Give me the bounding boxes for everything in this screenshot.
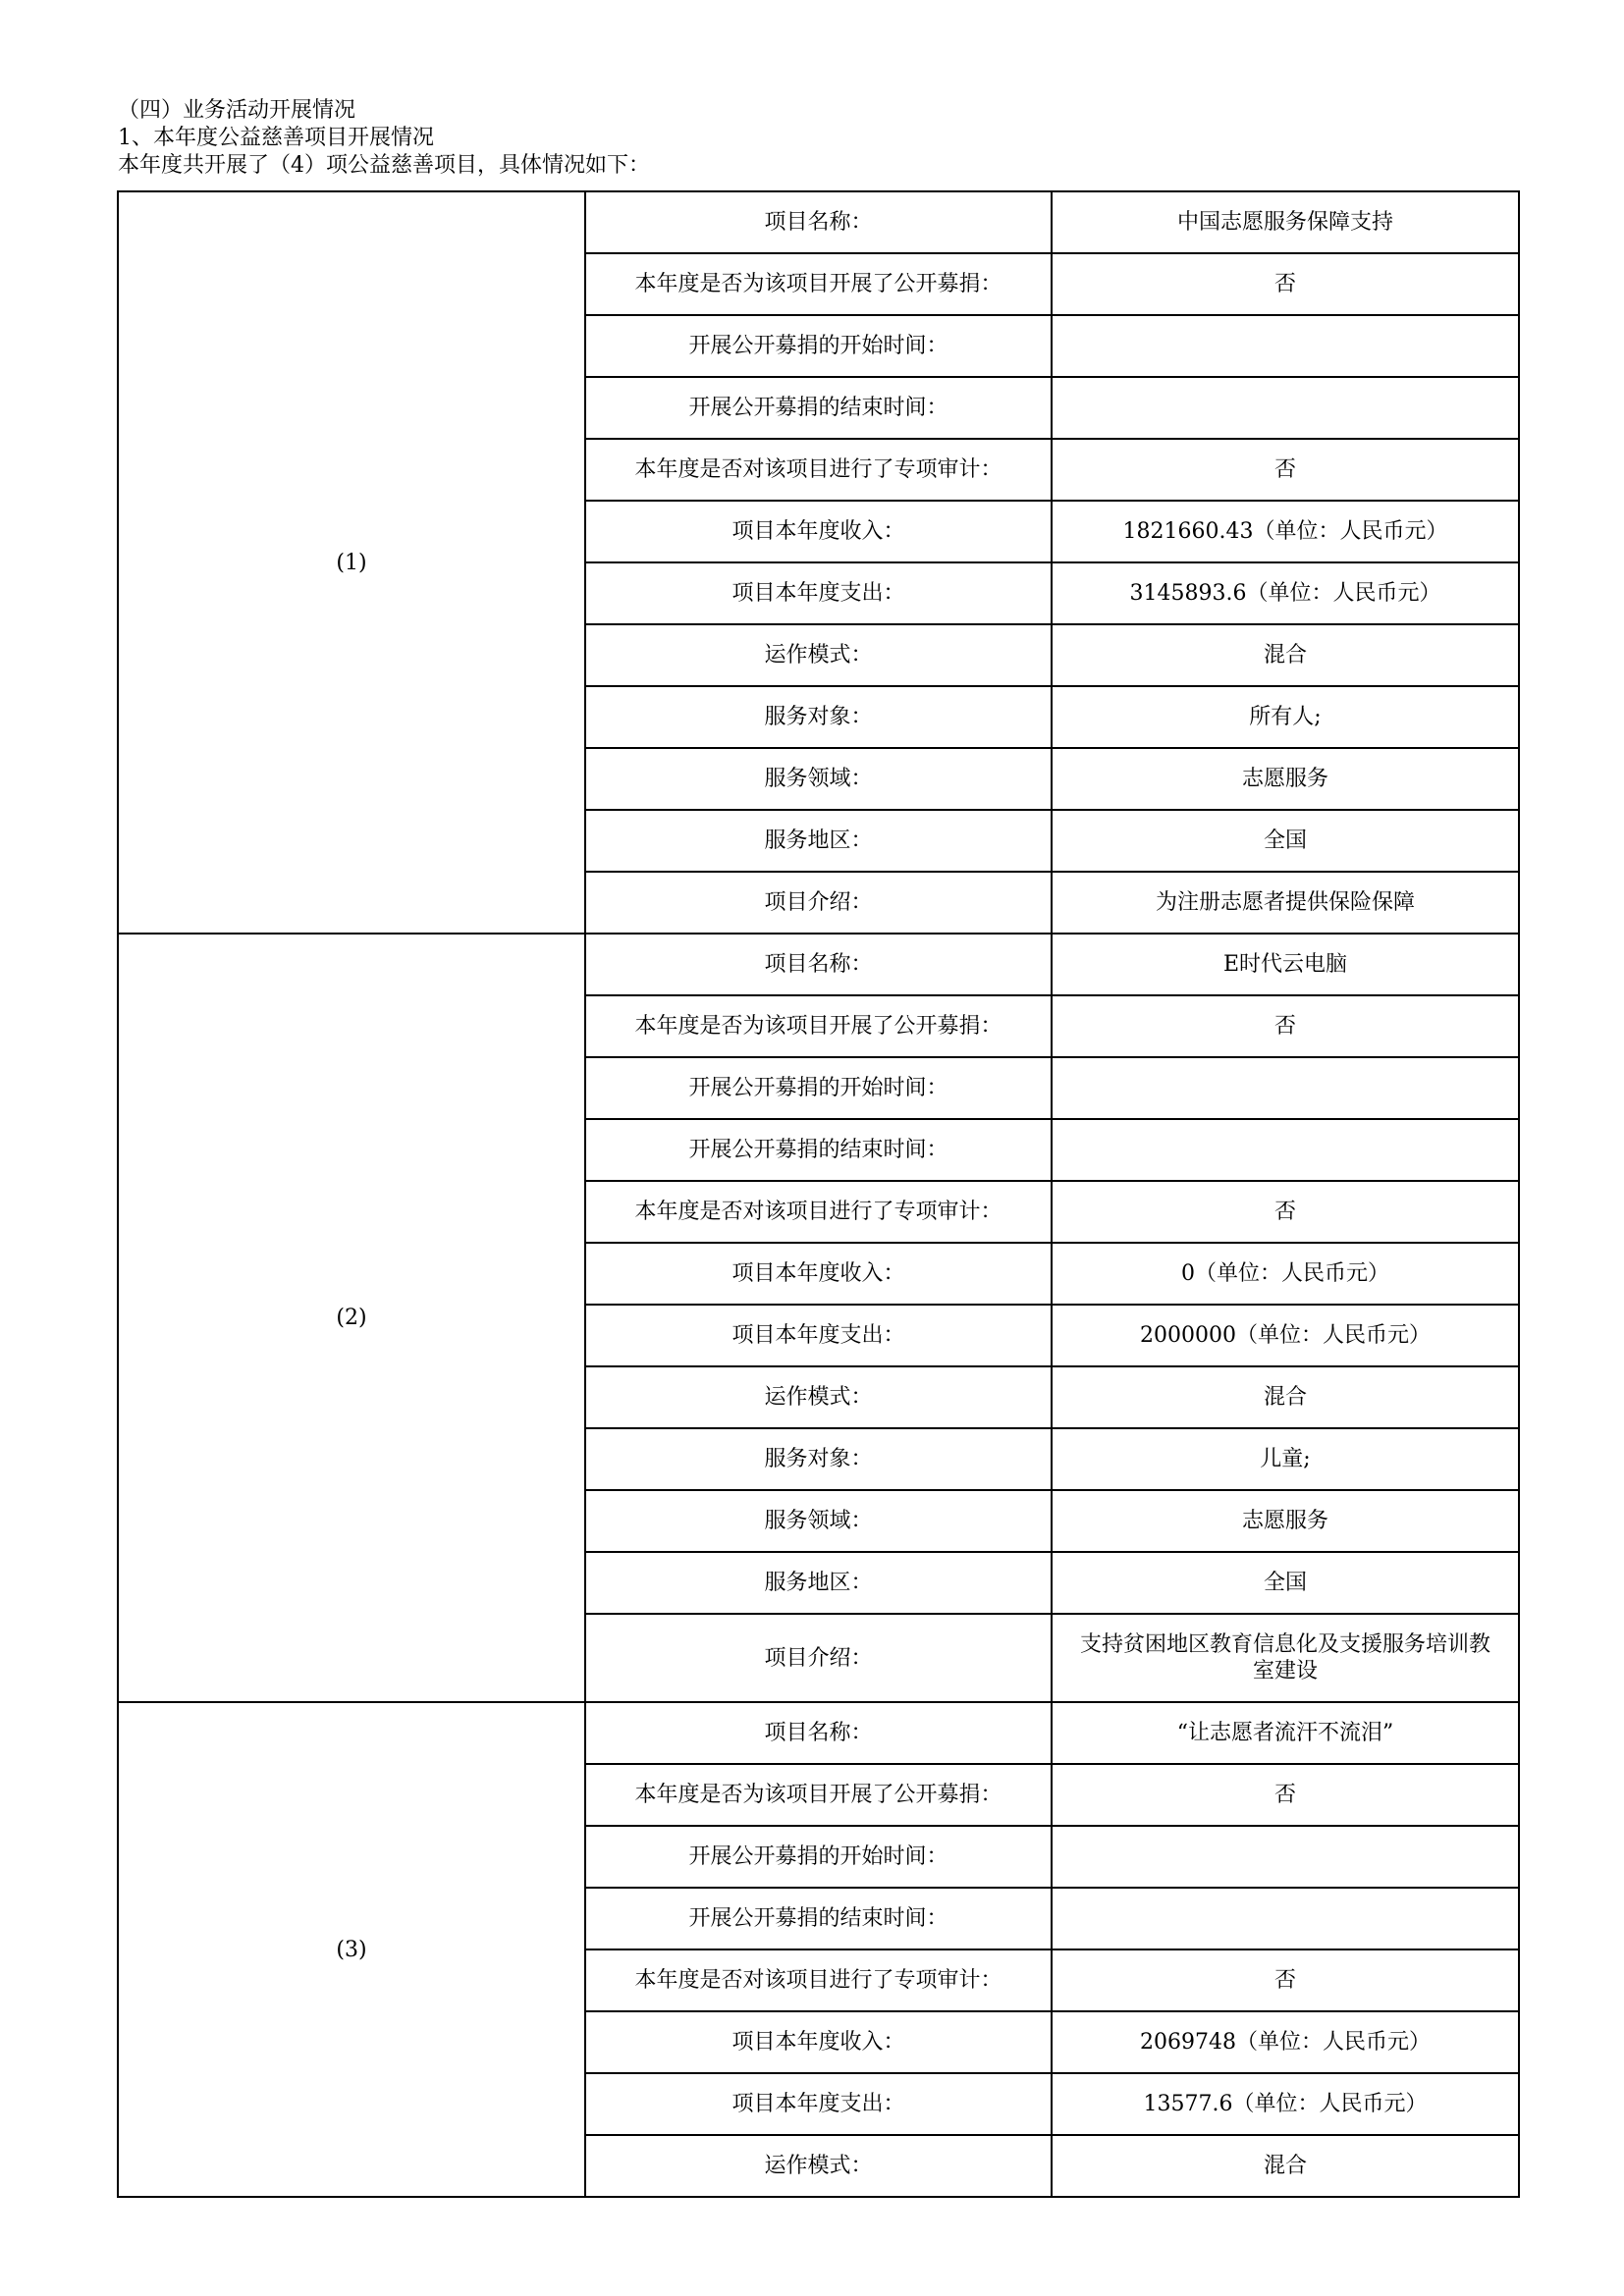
field-label: 项目介绍： (585, 1614, 1052, 1702)
field-label: 开展公开募捐的开始时间： (585, 315, 1052, 377)
field-label: 运作模式： (585, 2135, 1052, 2197)
field-label: 开展公开募捐的结束时间： (585, 377, 1052, 439)
field-value: E时代云电脑 (1052, 934, 1519, 995)
field-value (1052, 1119, 1519, 1181)
field-label: 项目本年度收入： (585, 501, 1052, 562)
field-value: 13577.6（单位：人民币元） (1052, 2073, 1519, 2135)
field-label: 服务对象： (585, 686, 1052, 748)
field-label: 项目本年度支出： (585, 562, 1052, 624)
field-value: 否 (1052, 1181, 1519, 1243)
field-value: 混合 (1052, 624, 1519, 686)
field-label: 本年度是否对该项目进行了专项审计： (585, 1949, 1052, 2011)
field-value: 否 (1052, 253, 1519, 315)
field-value (1052, 315, 1519, 377)
field-label: 本年度是否对该项目进行了专项审计： (585, 1181, 1052, 1243)
field-label: 运作模式： (585, 624, 1052, 686)
field-label: 本年度是否为该项目开展了公开募捐： (585, 1764, 1052, 1826)
field-value: 否 (1052, 995, 1519, 1057)
section-title: （四）业务活动开展情况 (118, 98, 356, 123)
field-label: 项目名称： (585, 1702, 1052, 1764)
field-value: 儿童; (1052, 1428, 1519, 1490)
field-value: 3145893.6（单位：人民币元） (1052, 562, 1519, 624)
field-label: 开展公开募捐的开始时间： (585, 1826, 1052, 1888)
field-label: 开展公开募捐的结束时间： (585, 1888, 1052, 1949)
field-label: 服务对象： (585, 1428, 1052, 1490)
field-value: 否 (1052, 1949, 1519, 2011)
field-value: 志愿服务 (1052, 1490, 1519, 1552)
field-value (1052, 1057, 1519, 1119)
field-label: 服务地区： (585, 810, 1052, 872)
field-label: 项目名称： (585, 934, 1052, 995)
field-label: 项目本年度支出： (585, 1305, 1052, 1366)
field-label: 项目名称： (585, 191, 1052, 253)
field-label: 项目本年度支出： (585, 2073, 1052, 2135)
field-value: 混合 (1052, 2135, 1519, 2197)
field-label: 开展公开募捐的开始时间： (585, 1057, 1052, 1119)
field-value: 否 (1052, 439, 1519, 501)
project-index: (3) (118, 1702, 585, 2197)
field-value: 2000000（单位：人民币元） (1052, 1305, 1519, 1366)
field-value (1052, 377, 1519, 439)
field-value: 否 (1052, 1764, 1519, 1826)
field-label: 本年度是否为该项目开展了公开募捐： (585, 253, 1052, 315)
field-value: 全国 (1052, 1552, 1519, 1614)
field-value (1052, 1888, 1519, 1949)
field-label: 项目介绍： (585, 872, 1052, 934)
projects-table-body (118, 191, 1519, 2197)
field-label: 项目本年度收入： (585, 1243, 1052, 1305)
field-label: 服务领域： (585, 748, 1052, 810)
project-index: (1) (118, 191, 585, 934)
field-value: 0（单位：人民币元） (1052, 1243, 1519, 1305)
field-label: 服务领域： (585, 1490, 1052, 1552)
field-label: 项目本年度收入： (585, 2011, 1052, 2073)
field-value: “让志愿者流汗不流泪” (1052, 1702, 1519, 1764)
project-row (118, 1702, 1519, 1764)
field-label: 开展公开募捐的结束时间： (585, 1119, 1052, 1181)
project-row (118, 191, 1519, 253)
field-value: 2069748（单位：人民币元） (1052, 2011, 1519, 2073)
field-value: 所有人; (1052, 686, 1519, 748)
field-label: 服务地区： (585, 1552, 1052, 1614)
project-row (118, 934, 1519, 995)
field-value: 混合 (1052, 1366, 1519, 1428)
field-label: 本年度是否对该项目进行了专项审计： (585, 439, 1052, 501)
field-value: 志愿服务 (1052, 748, 1519, 810)
field-value: 全国 (1052, 810, 1519, 872)
field-value (1052, 1826, 1519, 1888)
field-value: 1821660.43（单位：人民币元） (1052, 501, 1519, 562)
project-index: (2) (118, 934, 585, 1702)
intro-text: 本年度共开展了（4）项公益慈善项目，具体情况如下： (118, 153, 650, 178)
field-value: 中国志愿服务保障支持 (1052, 191, 1519, 253)
field-value: 为注册志愿者提供保险保障 (1052, 872, 1519, 934)
field-value: 支持贫困地区教育信息化及支援服务培训教室建设 (1052, 1614, 1519, 1702)
subsection-title: 1、本年度公益慈善项目开展情况 (118, 126, 434, 150)
field-label: 运作模式： (585, 1366, 1052, 1428)
field-label: 本年度是否为该项目开展了公开募捐： (585, 995, 1052, 1057)
projects-table (117, 190, 1520, 2198)
